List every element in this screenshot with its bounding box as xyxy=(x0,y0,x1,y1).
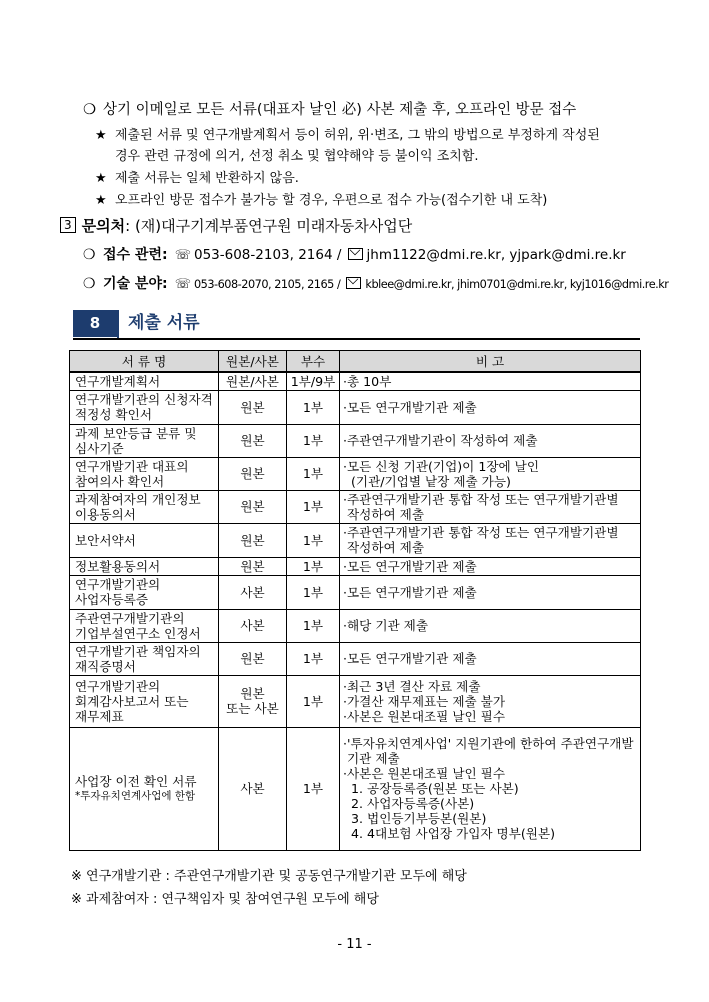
doc-type-cell-text: 원본 xyxy=(240,399,265,415)
doc-type-cell-text: 사본 xyxy=(240,618,265,633)
intro-line-1-text: 상기 이메일로 모든 서류(대표자 날인 必) 사본 제출 후, 오프라인 방문 접수 xyxy=(103,102,577,118)
doc-type-cell-text: 원본 xyxy=(240,651,265,666)
doc-copies-cell-text: 1부/9부 xyxy=(290,373,336,389)
doc-remark-cell-text: ·주관연구개발기관 통합 작성 또는 연구개발기관별 작성하여 제출 xyxy=(343,491,619,522)
doc-remark-cell-text: ·모든 연구개발기관 제출 xyxy=(343,558,477,574)
doc-remark-cell xyxy=(340,490,641,523)
tech-contact xyxy=(83,273,668,293)
table-row xyxy=(70,609,641,642)
doc-remark-cell-text: ·총 10부 xyxy=(343,373,392,389)
table-header-row xyxy=(70,351,641,373)
doc-name-cell-text: 과제참여자의 개인정보 이용동의서 xyxy=(75,491,201,522)
doc-copies-cell xyxy=(287,424,340,457)
doc-name-cell xyxy=(70,642,219,675)
doc-remark-cell-text: ·'투자유치연계사업' 지원기관에 한하여 주관연구개발 기관 제출 ·사본은 원본대조필 날인 필수 1. 공장등록증(원본 또는 사본) 2. 사업자등록증(사본) 3. 법인등기부등본(원본) 4. 4대보험 사업장 가입자 명부(원본) xyxy=(343,736,634,841)
doc-remark-cell-text: ·모든 연구개발기관 제출 xyxy=(343,399,477,415)
doc-copies-cell-text: 1부 xyxy=(302,558,324,574)
doc-copies-cell xyxy=(287,575,340,609)
doc-copies-cell-text: 1부 xyxy=(302,651,324,666)
notice-1 xyxy=(95,124,600,143)
reception-label: 접수 관련: xyxy=(103,247,168,263)
doc-copies-cell-text: 1부 xyxy=(302,433,324,448)
circle-bullet-icon: ❍ xyxy=(83,102,96,118)
doc-remark-cell-text: ·최근 3년 결산 자료 제출 ·가결산 재무제표는 제출 불가 ·사본은 원본대조필 날인 필수 xyxy=(343,678,505,724)
doc-type-cell xyxy=(219,424,287,457)
doc-remark-cell-text: ·모든 연구개발기관 제출 xyxy=(343,584,477,600)
notice-1-text: 제출된 서류 및 연구개발계획서 등이 허위, 위·변조, 그 밖의 방법으로 부정하게 작성된 xyxy=(115,128,600,143)
table-row xyxy=(70,557,641,575)
doc-remark-cell xyxy=(340,372,641,390)
doc-name-cell xyxy=(70,557,219,575)
doc-copies-cell-text: 1부 xyxy=(302,781,324,796)
doc-type-cell xyxy=(219,642,287,675)
documents-table xyxy=(69,350,641,851)
contact-heading xyxy=(60,215,412,236)
doc-copies-cell-text: 1부 xyxy=(302,584,324,600)
doc-remark-cell xyxy=(340,675,641,727)
doc-remark-cell xyxy=(340,609,641,642)
doc-remark-cell-text: ·주관연구개발기관이 작성하여 제출 xyxy=(343,433,538,448)
doc-name-cell-text: 연구개발기관의 신청자격 적정성 확인서 xyxy=(75,392,213,422)
section-divider xyxy=(117,310,119,338)
phone-icon: ☏ xyxy=(174,248,191,263)
doc-name-cell-text: 사업장 이전 확인 서류 xyxy=(75,773,197,789)
notice-3 xyxy=(95,189,547,208)
doc-copies-cell-text: 1부 xyxy=(302,466,324,481)
table-row xyxy=(70,642,641,675)
doc-type-cell-text: 사본 xyxy=(240,584,265,600)
doc-name-cell xyxy=(70,575,219,609)
notice-2 xyxy=(95,167,299,186)
doc-copies-cell xyxy=(287,642,340,675)
doc-copies-cell xyxy=(287,557,340,575)
notice-2-text: 제출 서류는 일체 반환하지 않음. xyxy=(115,171,299,186)
doc-name-cell-text: 과제 보안등급 분류 및 심사기준 xyxy=(75,425,197,456)
mail-icon xyxy=(348,248,363,260)
mail-icon xyxy=(346,277,361,289)
doc-copies-cell-text: 1부 xyxy=(302,399,324,415)
tech-label: 기술 분야: xyxy=(103,276,168,292)
page-number: - 11 - xyxy=(337,937,372,952)
section-number: 8 xyxy=(73,310,117,337)
doc-copies-cell-text: 1부 xyxy=(302,532,324,548)
section-title: 제출 서류 xyxy=(128,313,200,333)
note-2: ※ 과제참여자 : 연구책임자 및 참여연구원 모두에 해당 xyxy=(71,892,379,907)
doc-name-cell xyxy=(70,390,219,424)
tech-phone: 053-608-2070, 2105, 2165 / xyxy=(193,278,341,291)
doc-copies-cell xyxy=(287,372,340,390)
doc-remark-cell xyxy=(340,390,641,424)
doc-type-cell-text: 원본 xyxy=(240,433,265,448)
table-row xyxy=(70,675,641,727)
tech-email[interactable]: kblee@dmi.re.kr, jhim0701@dmi.re.kr, kyj1016@dmi.re.kr xyxy=(365,278,669,291)
doc-type-cell xyxy=(219,575,287,609)
doc-name-cell-text: 연구개발기관 대표의 참여의사 확인서 xyxy=(75,458,189,489)
doc-name-cell xyxy=(70,727,219,850)
doc-name-note: *투자유치연계사업에 한함 xyxy=(75,789,196,802)
table-row xyxy=(70,372,641,390)
doc-name-cell xyxy=(70,675,219,727)
section-underline xyxy=(73,338,640,340)
reception-phone: 053-608-2103, 2164 / xyxy=(193,247,342,263)
header-remark: 비 고 xyxy=(340,351,641,373)
doc-name-cell xyxy=(70,609,219,642)
table-row xyxy=(70,424,641,457)
circle-bullet-icon: ❍ xyxy=(83,276,96,292)
table-row xyxy=(70,523,641,557)
doc-copies-cell xyxy=(287,727,340,850)
table-row xyxy=(70,390,641,424)
doc-copies-cell xyxy=(287,457,340,490)
contact-number: 3 xyxy=(60,217,76,233)
doc-name-cell xyxy=(70,457,219,490)
contact-label: 문의처 xyxy=(81,217,126,235)
doc-remark-cell-text: ·모든 신청 기관(기업)이 1장에 날인 (기관/기업별 낱장 제출 가능) xyxy=(343,458,540,489)
star-bullet-icon: ★ xyxy=(95,193,107,208)
table-row xyxy=(70,457,641,490)
doc-name-cell xyxy=(70,424,219,457)
doc-remark-cell-text: ·주관연구개발기관 통합 작성 또는 연구개발기관별 작성하여 제출 xyxy=(343,525,619,555)
doc-copies-cell xyxy=(287,609,340,642)
reception-email[interactable]: jhm1122@dmi.re.kr, yjpark@dmi.re.kr xyxy=(366,247,626,263)
table-row xyxy=(70,575,641,609)
doc-name-cell xyxy=(70,490,219,523)
table-row xyxy=(70,727,641,850)
doc-type-cell xyxy=(219,675,287,727)
table-row xyxy=(70,490,641,523)
doc-copies-cell-text: 1부 xyxy=(302,499,324,514)
notice-3-text: 오프라인 방문 접수가 불가능 할 경우, 우편으로 접수 가능(접수기한 내 도착) xyxy=(115,193,548,208)
doc-type-cell xyxy=(219,523,287,557)
doc-name-cell xyxy=(70,523,219,557)
doc-type-cell-text: 원본 xyxy=(240,532,265,548)
star-bullet-icon: ★ xyxy=(95,128,107,143)
doc-remark-cell-text: ·모든 연구개발기관 제출 xyxy=(343,651,477,666)
doc-remark-cell xyxy=(340,642,641,675)
doc-name-cell-text: 정보활용동의서 xyxy=(75,558,161,574)
doc-type-cell-text: 원본 xyxy=(240,499,265,514)
doc-copies-cell xyxy=(287,490,340,523)
doc-type-cell xyxy=(219,490,287,523)
doc-copies-cell-text: 1부 xyxy=(302,693,324,709)
doc-copies-cell xyxy=(287,523,340,557)
doc-type-cell-text: 원본 또는 사본 xyxy=(226,686,279,716)
doc-remark-cell xyxy=(340,457,641,490)
doc-type-cell-text: 원본 xyxy=(240,466,265,481)
doc-type-cell xyxy=(219,557,287,575)
header-copies: 부수 xyxy=(287,351,340,373)
intro-line-1 xyxy=(83,98,576,119)
doc-copies-cell xyxy=(287,390,340,424)
notice-1-cont: 경우 관련 규정에 의거, 선정 취소 및 협약해약 등 불이익 조치함. xyxy=(115,149,479,164)
doc-remark-cell xyxy=(340,523,641,557)
doc-type-cell xyxy=(219,727,287,850)
note-1: ※ 연구개발기관 : 주관연구개발기관 및 공동연구개발기관 모두에 해당 xyxy=(71,869,467,884)
header-type: 원본/사본 xyxy=(219,351,287,373)
doc-type-cell xyxy=(219,609,287,642)
reception-contact xyxy=(83,244,626,264)
doc-remark-cell-text: ·해당 기관 제출 xyxy=(343,618,429,633)
doc-remark-cell xyxy=(340,575,641,609)
doc-copies-cell-text: 1부 xyxy=(302,618,324,633)
doc-name-cell-text: 연구개발기관 책임자의 재직증명서 xyxy=(75,643,201,674)
doc-type-cell xyxy=(219,390,287,424)
doc-remark-cell xyxy=(340,557,641,575)
doc-name-cell-text: 연구개발계획서 xyxy=(75,373,161,389)
doc-copies-cell xyxy=(287,675,340,727)
doc-type-cell-text: 원본/사본 xyxy=(226,373,279,389)
doc-name-cell-text: 주관연구개발기관의 기업부설연구소 인정서 xyxy=(75,610,201,641)
doc-remark-cell xyxy=(340,727,641,850)
header-doc-name: 서 류 명 xyxy=(70,351,219,373)
doc-type-cell-text: 원본 xyxy=(240,558,265,574)
doc-name-cell-text: 연구개발기관의 사업자등록증 xyxy=(75,577,161,607)
doc-name-cell-text: 연구개발기관의 회계감사보고서 또는 재무제표 xyxy=(75,678,189,724)
circle-bullet-icon: ❍ xyxy=(83,247,96,263)
doc-name-cell-text: 보안서약서 xyxy=(75,532,136,548)
contact-org: : (재)대구기계부품연구원 미래자동차사업단 xyxy=(125,217,413,235)
doc-type-cell xyxy=(219,372,287,390)
doc-type-cell-text: 사본 xyxy=(240,781,265,796)
doc-name-cell xyxy=(70,372,219,390)
doc-remark-cell xyxy=(340,424,641,457)
doc-type-cell xyxy=(219,457,287,490)
phone-icon: ☏ xyxy=(174,277,191,292)
star-bullet-icon: ★ xyxy=(95,171,107,186)
